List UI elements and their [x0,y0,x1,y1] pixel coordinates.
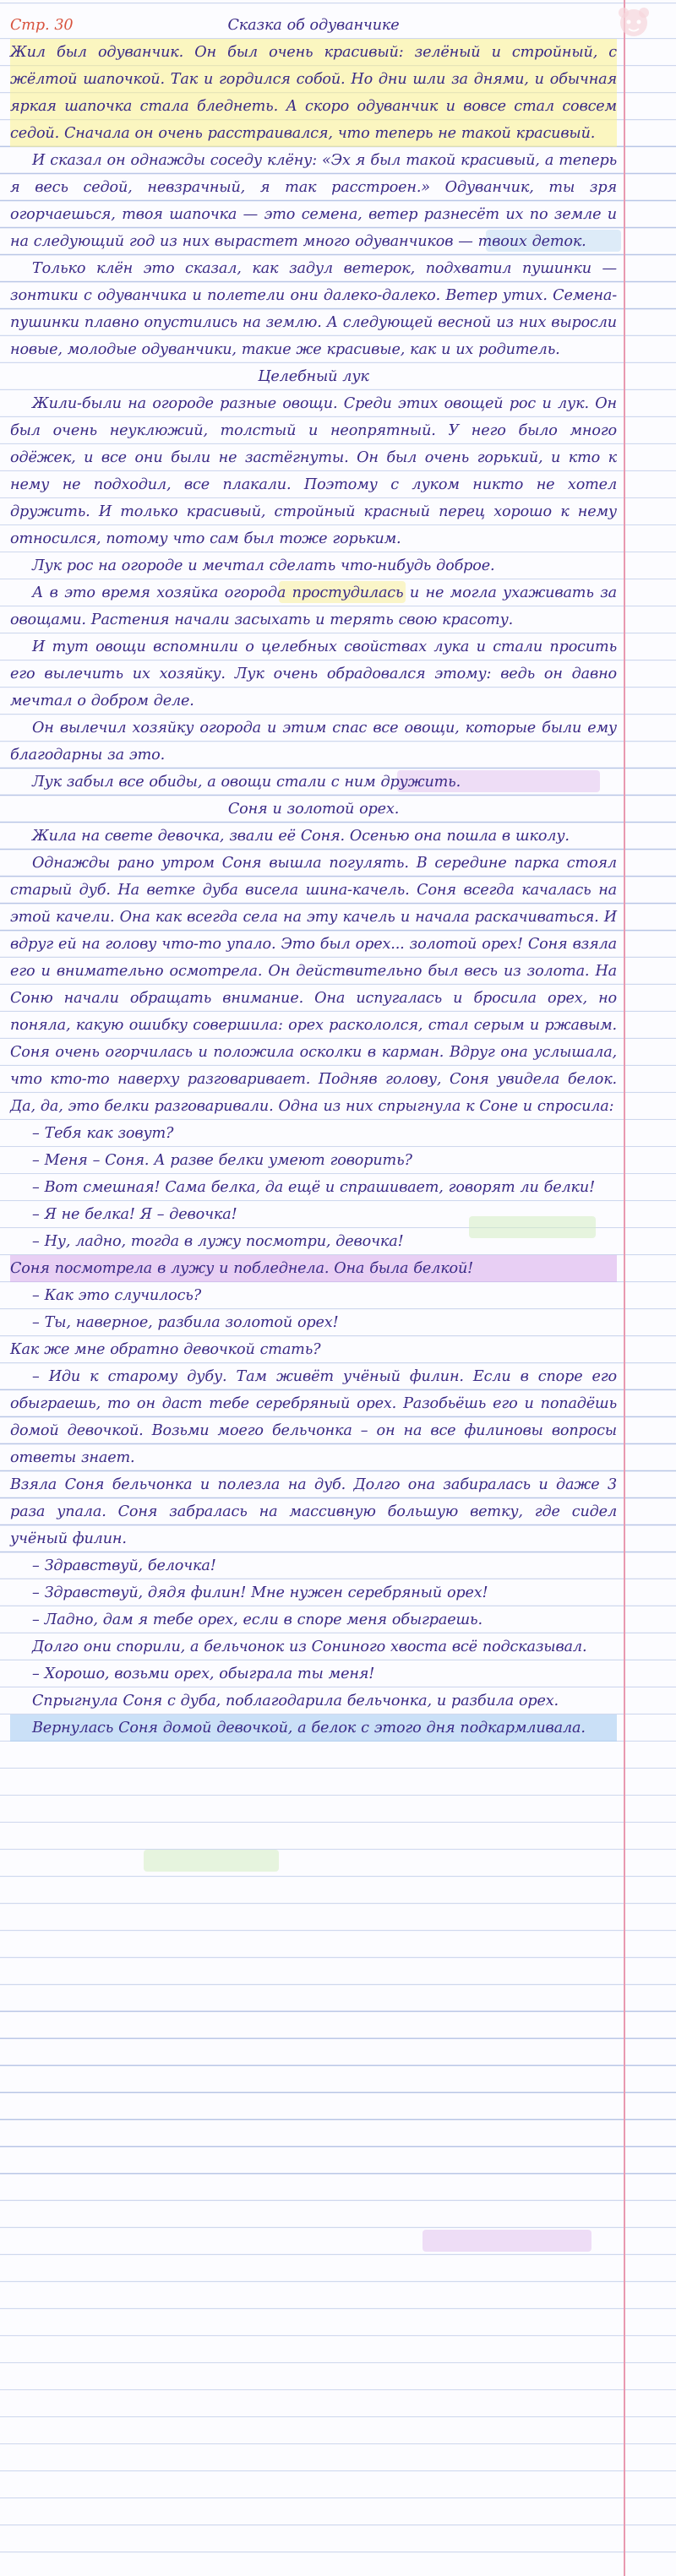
paragraph: Соня посмотрела в лужу и побледнела. Она была белкой! [10,1255,617,1282]
story-text [10,12,617,1742]
paragraph: И сказал он однажды соседу клёну: «Эх я был такой красивый, а теперь я весь седой, невзрачный, я так расстроен.» Одуванчик, ты зря огорчаешься, твоя шапочка — это семена, ветер разнесёт их по земле и на следующий год из них вырастет много одуванчиков — твоих деток. [10,152,617,250]
dialogue-line: – Вот смешная! Сама белка, да ещё и спрашивает, говорят ли белки! [32,1179,596,1196]
story-title: Целебный лук [258,368,369,385]
dialogue-line: – Ладно, дам я тебе орех, если в споре меня обыграешь. [32,1611,482,1628]
paragraph: Спрыгнула Соня с дуба, поблагодарила бельчонка, и разбила орех. [32,1693,559,1709]
paragraph: Жили-были на огороде разные овощи. Среди этих овощей рос и лук. Он был очень неуклюжий, толстый и неопрятный. У него было много одёжек, и все они были не застёгнуты. Он был очень горький, и кто к нему не подходил, все плакали. Поэтому с луком никто не хотел дружить. И только красивый, стройный красный перец хорошо к нему относился, потому что сам был тоже горьким. [10,395,617,547]
paragraph: Только клён это сказал, как задул ветерок, подхватил пушинки — зонтики с одуванчика и полетели они далеко-далеко. Ветер утих. Семена-пушинки плавно опустились на землю. А следующей весной из них выросли новые, молодые одуванчики, такие же красивые, как и их родитель. [10,260,617,358]
paragraph: Долго они спорили, а бельчонок из Сониного хвоста всё подсказывал. [32,1639,587,1655]
watermark [144,1850,279,1872]
story-title: Соня и золотой орех. [227,801,400,818]
dialogue-line: – Ну, ладно, тогда в лужу посмотри, девочка! [32,1233,404,1250]
paragraph: Взяла Соня бельчонка и полезла на дуб. Долго она забиралась и даже 3 раза упала. Соня забралась на массивную большую ветку, где сидел учёный филин. [10,1476,617,1547]
dialogue-line: – Ты, наверное, разбила золотой орех! [32,1314,339,1331]
paragraph: Лук забыл все обиды, а овощи стали с ним дружить. [32,774,461,791]
dialogue-line: – Как это случилось? [32,1287,202,1304]
paragraph: Он вылечил хозяйку огорода и этим спас все овощи, которые были ему благодарны за это. [10,720,617,764]
paragraph: А в это время хозяйка огорода простудилась и не могла ухаживать за овощами. Растения начали засыхать и терять свою красоту. [10,584,617,628]
margin-line [624,0,625,2576]
dialogue-line: – Я не белка! Я – девочка! [32,1206,237,1223]
dialogue-line: – Здравствуй, дядя филин! Мне нужен серебряный орех! [32,1584,488,1601]
dialogue-line: – Здравствуй, белочка! [32,1557,216,1574]
dialogue-line: – Хорошо, возьми орех, обыграла ты меня! [32,1666,375,1682]
watermark [422,2230,592,2252]
paragraph: Лук рос на огороде и мечтал сделать что-нибудь доброе. [32,557,495,574]
dialogue-line: – Меня – Соня. А разве белки умеют говорить? [32,1152,412,1169]
paragraph: Однажды рано утром Соня вышла погулять. В середине парка стоял старый дуб. На ветке дуба висела шина-качель. Соня всегда качалась на этой качели. Она как всегда села на эту качель и начала раскачиваться. И вдруг ей на голову что-то упало. Это был орех... золотой орех! Соня взяла его и внимательно осмотрела. Он действительно был весь из золота. На Соню начали обращать внимание. Она испугалась и бросила орех, но поняла, какую ошибку совершила: орех раскололся, стал серым и ржавым. Соня очень огорчилась и положила осколки в карман. Вдруг она услышала, что кто-то наверху разговаривает. Подняв голову, Соня увидела белок. Да, да, это белки разговаривали. Одна из них спрыгнула к Соне и спросила: [10,855,617,1115]
paragraph: Жил был одуванчик. Он был очень красивый: зелёный и стройный, с жёлтой шапочкой. Так и гордился собой. Но дни шли за днями, и обычная яркая шапочка стала бледнеть. А скоро одуванчик и вовсе стал совсем седой. Сначала он очень расстраивался, что теперь не такой красивый. [10,39,617,147]
paragraph: Жила на свете девочка, звали её Соня. Осенью она пошла в школу. [32,828,570,845]
paragraph: Вернулась Соня домой девочкой, а белок с этого дня подкармливала. [10,1715,617,1742]
paragraph: И тут овощи вспомнили о целебных свойствах лука и стали просить его вылечить их хозяйку. Лук очень обрадовался этому: ведь он давно мечтал о добром деле. [10,639,617,709]
story-title: Сказка об одуванчике [227,17,400,34]
paragraph: Как же мне обратно девочкой стать? [10,1341,321,1358]
dialogue-line: – Тебя как зовут? [32,1125,174,1142]
dialogue-line: – Иди к старому дубу. Там живёт учёный филин. Если в споре его обыграешь, то он даст тебе серебряный орех. Разобьёшь его и попадёшь домой девочкой. Возьми моего бельчонка – он на все филиновы вопросы ответы знает. [10,1368,617,1466]
page-number: Стр. 30 [10,17,74,34]
